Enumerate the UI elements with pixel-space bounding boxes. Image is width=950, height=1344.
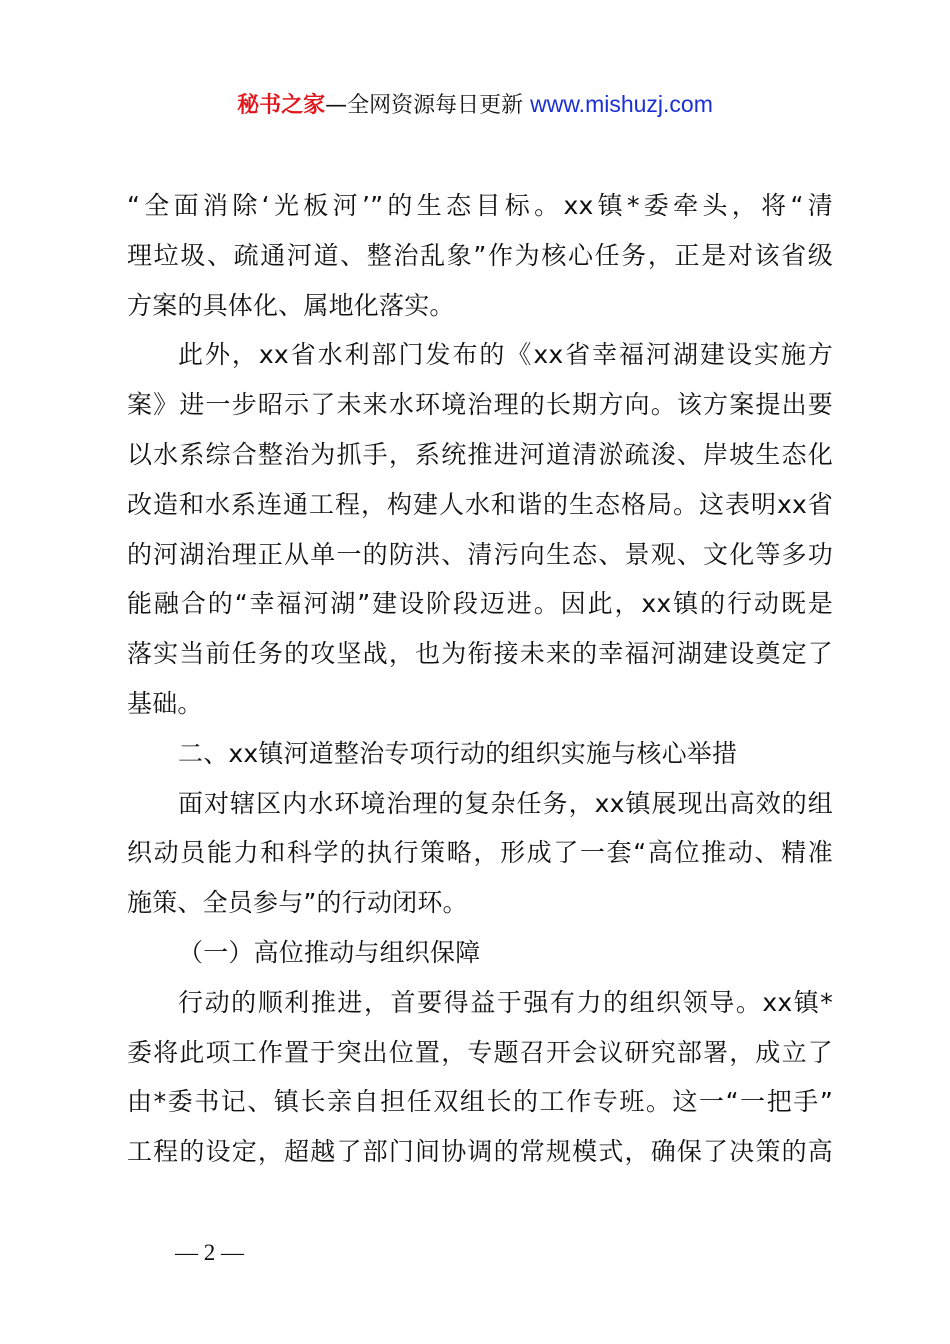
body-text-line: 由*委书记、镇长亲自担任双组长的工作专班。这一“一把手” bbox=[127, 1087, 833, 1117]
site-url-link[interactable]: www.mishuzj.com bbox=[530, 91, 713, 117]
site-brand: 秘书之家 bbox=[237, 93, 326, 118]
site-banner bbox=[0, 86, 950, 124]
page-number: — 2 — bbox=[175, 1240, 244, 1265]
body-text-line: 工程的设定，超越了部门间协调的常规模式，确保了决策的高 bbox=[127, 1137, 833, 1167]
body-text-line: 能融合的“幸福河湖”建设阶段迈进。因此，xx镇的行动既是 bbox=[127, 589, 833, 619]
document-body bbox=[127, 181, 833, 1177]
body-text-line: 落实当前任务的攻坚战，也为衔接未来的幸福河湖建设奠定了 bbox=[127, 639, 833, 669]
body-text-line: 此外，xx省水利部门发布的《xx省幸福河湖建设实施方 bbox=[178, 340, 833, 370]
body-text-line: 委将此项工作置于突出位置，专题召开会议研究部署，成立了 bbox=[127, 1037, 833, 1067]
site-slogan: —全网资源每日更新 bbox=[325, 93, 531, 118]
body-text-line: 方案的具体化、属地化落实。 bbox=[127, 290, 455, 320]
body-text-line: 织动员能力和科学的执行策略，形成了一套“高位推动、精准 bbox=[127, 838, 833, 868]
body-text-line: 案》进一步昭示了未来水环境治理的长期方向。该方案提出要 bbox=[127, 390, 833, 420]
body-text-line: 行动的顺利推进，首要得益于强有力的组织领导。xx镇* bbox=[178, 987, 833, 1017]
body-text-line: 二、xx镇河道整治专项行动的组织实施与核心举措 bbox=[178, 738, 738, 768]
body-text-line: 理垃圾、疏通河道、整治乱象”作为核心任务，正是对该省级 bbox=[127, 240, 833, 270]
body-text-line: 施策、全员参与”的行动闭环。 bbox=[127, 888, 468, 918]
body-text-line: 基础。 bbox=[127, 688, 203, 718]
body-text-line: “全面消除‘光板河’”的生态目标。xx镇*委牵头，将“清 bbox=[127, 191, 833, 220]
body-text-line: 以水系综合整治为抓手，系统推进河道清淤疏浚、岸坡生态化 bbox=[127, 439, 833, 469]
body-text-line: 改造和水系连通工程，构建人水和谐的生态格局。这表明xx省 bbox=[127, 489, 833, 519]
body-text-line: （一）高位推动与组织保障 bbox=[178, 937, 481, 967]
body-text-line: 的河湖治理正从单一的防洪、清污向生态、景观、文化等多功 bbox=[127, 539, 833, 569]
body-text-line: 面对辖区内水环境治理的复杂任务，xx镇展现出高效的组 bbox=[178, 788, 833, 818]
